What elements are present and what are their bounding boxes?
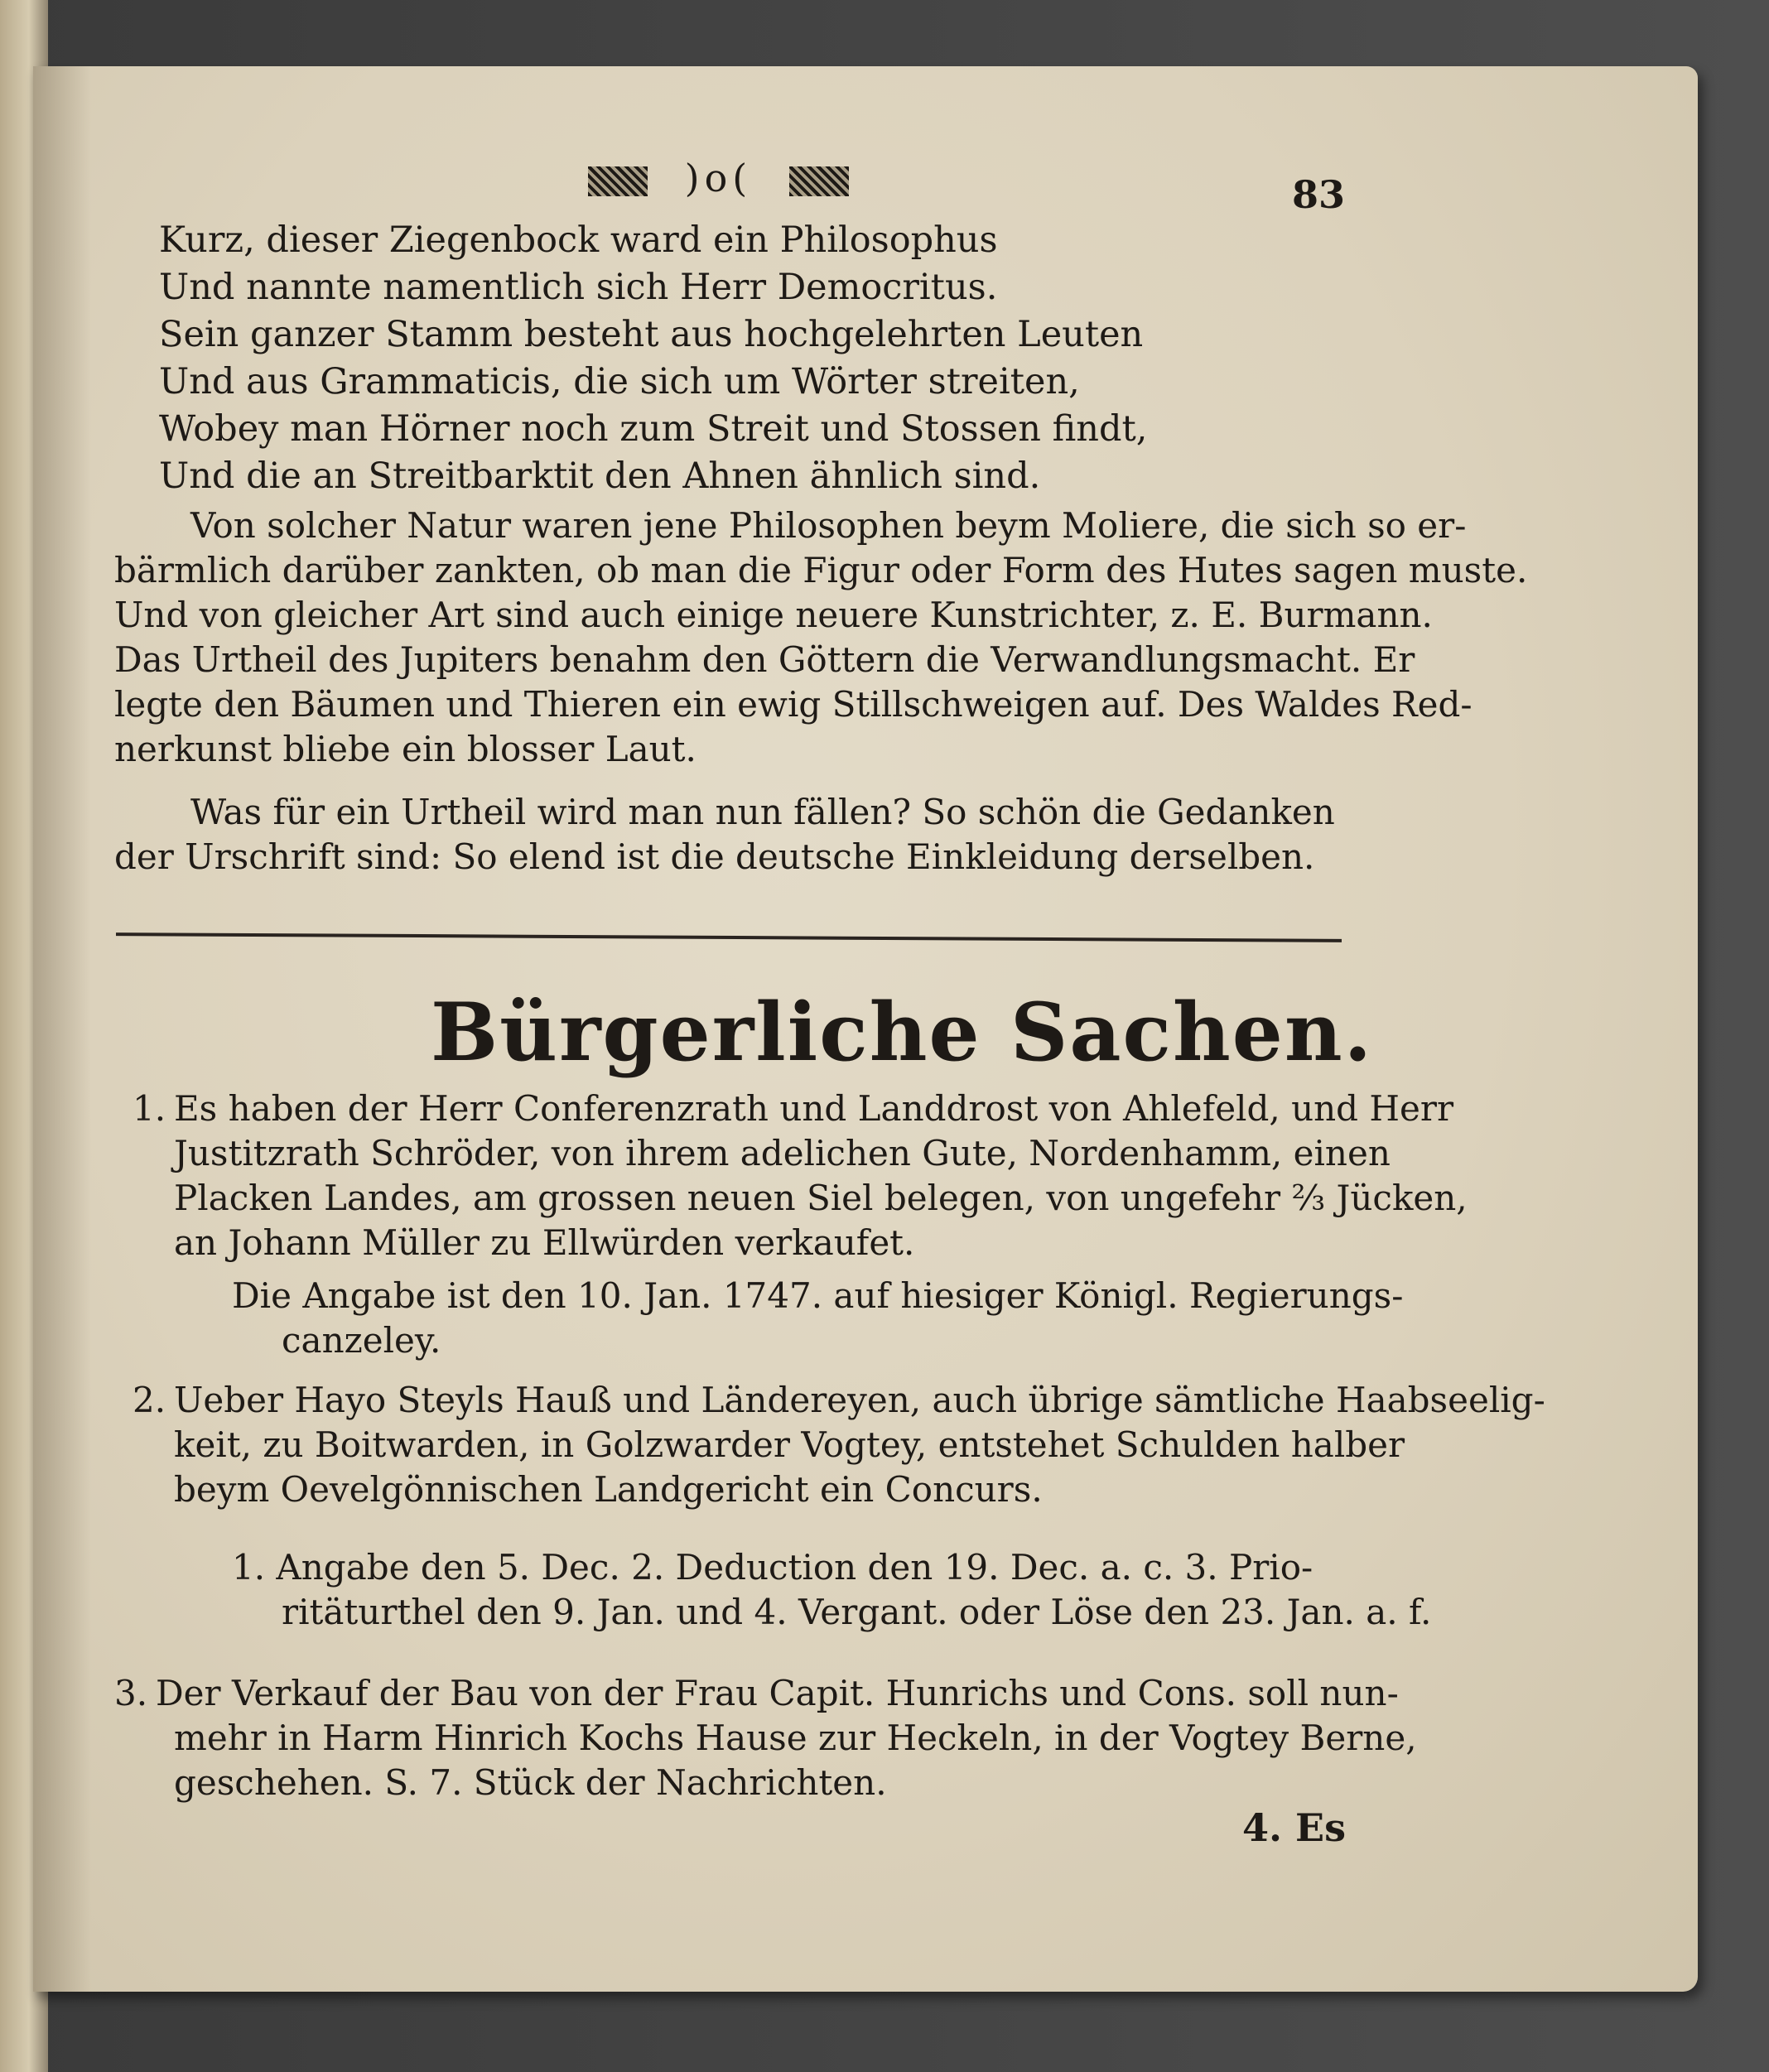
entry-line: keit, zu Boitwarden, in Golzwarder Vogtey, entstehet Schulden halber <box>174 1424 1405 1465</box>
paragraph-line: Was für ein Urtheil wird man nun fällen? So schön die Gedanken <box>190 792 1335 832</box>
entry-line: an Johann Müller zu Ellwürden verkaufet. <box>174 1222 915 1263</box>
paragraph-2 <box>114 790 1335 879</box>
note-line: ritäturthel den 9. Jan. und 4. Vergant. oder Löse den 23. Jan. a. f. <box>282 1592 1432 1632</box>
entry-number: 1. <box>133 1088 166 1129</box>
ornament-left-icon <box>588 166 648 196</box>
entry-line: Der Verkauf der Bau von der Frau Capit. Hunrichs und Cons. soll nun- <box>156 1673 1399 1713</box>
paragraph-line: der Urschrift sind: So elend ist die deutsche Einkleidung derselben. <box>114 836 1315 877</box>
note-line: Die Angabe ist den 10. Jan. 1747. auf hiesiger Königl. Regierungs- <box>232 1275 1404 1316</box>
verse-line: Und nannte namentlich sich Herr Democritus. <box>159 267 998 308</box>
page-number: 83 <box>1292 172 1346 217</box>
running-header <box>588 156 849 200</box>
entry-line: Justitzrath Schröder, von ihrem adelichen Gute, Nordenhamm, einen <box>174 1133 1391 1173</box>
verse-line: Sein ganzer Stamm besteht aus hochgelehrten Leuten <box>159 314 1144 355</box>
entry-number: 3. <box>114 1673 148 1713</box>
header-middle: )o( <box>684 156 753 200</box>
catchword: 4. Es <box>1242 1805 1346 1850</box>
entry-2 <box>133 1378 1545 1512</box>
entry-1 <box>133 1087 1468 1265</box>
paragraph-line: Das Urtheil des Jupiters benahm den Göttern die Verwandlungsmacht. Er <box>114 639 1415 680</box>
paragraph-line: Von solcher Natur waren jene Philosophen beym Moliere, die sich so er- <box>190 505 1467 546</box>
verse-block <box>159 217 1147 500</box>
entry-line: Placken Landes, am grossen neuen Siel belegen, von ungefehr ⅔ Jücken, <box>174 1178 1468 1218</box>
verse-line: Kurz, dieser Ziegenbock ward ein Philosophus <box>159 219 998 261</box>
paragraph-line: bärmlich darüber zankten, ob man die Figur oder Form des Hutes sagen muste. <box>114 550 1528 590</box>
entry-number: 2. <box>133 1380 166 1420</box>
note-line: canzeley. <box>282 1320 441 1361</box>
entry-2-note <box>232 1545 1431 1635</box>
entry-1-note <box>232 1274 1403 1363</box>
entry-line: Es haben der Herr Conferenzrath und Landdrost von Ahlefeld, und Herr <box>174 1088 1454 1129</box>
verse-line: Und die an Streitbarktit den Ahnen ähnlich sind. <box>159 455 1041 497</box>
entry-line: beym Oevelgönnischen Landgericht ein Concurs. <box>174 1469 1043 1510</box>
entry-line: mehr in Harm Hinrich Kochs Hause zur Heckeln, in der Vogtey Berne, <box>174 1718 1417 1758</box>
section-title: Bürgerliche Sachen. <box>431 985 1374 1079</box>
entry-3 <box>114 1671 1417 1805</box>
verse-line: Wobey man Hörner noch zum Streit und Stossen findt, <box>159 408 1148 450</box>
note-line: 1. Angabe den 5. Dec. 2. Deduction den 19. Dec. a. c. 3. Prio- <box>232 1547 1313 1588</box>
gutter-shadow <box>33 66 91 1992</box>
paragraph-line: legte den Bäumen und Thieren ein ewig Stillschweigen auf. Des Waldes Red- <box>114 684 1473 725</box>
entry-line: Ueber Hayo Steyls Hauß und Ländereyen, auch übrige sämtliche Haabseelig- <box>174 1380 1545 1420</box>
ornament-right-icon <box>789 166 849 196</box>
paragraph-line: nerkunst bliebe ein blosser Laut. <box>114 729 697 769</box>
entry-line: geschehen. S. 7. Stück der Nachrichten. <box>174 1762 887 1803</box>
paragraph-line: Und von gleicher Art sind auch einige neuere Kunstrichter, z. E. Burmann. <box>114 595 1433 635</box>
paragraph-1 <box>114 504 1527 772</box>
verse-line: Und aus Grammaticis, die sich um Wörter streiten, <box>159 361 1080 402</box>
